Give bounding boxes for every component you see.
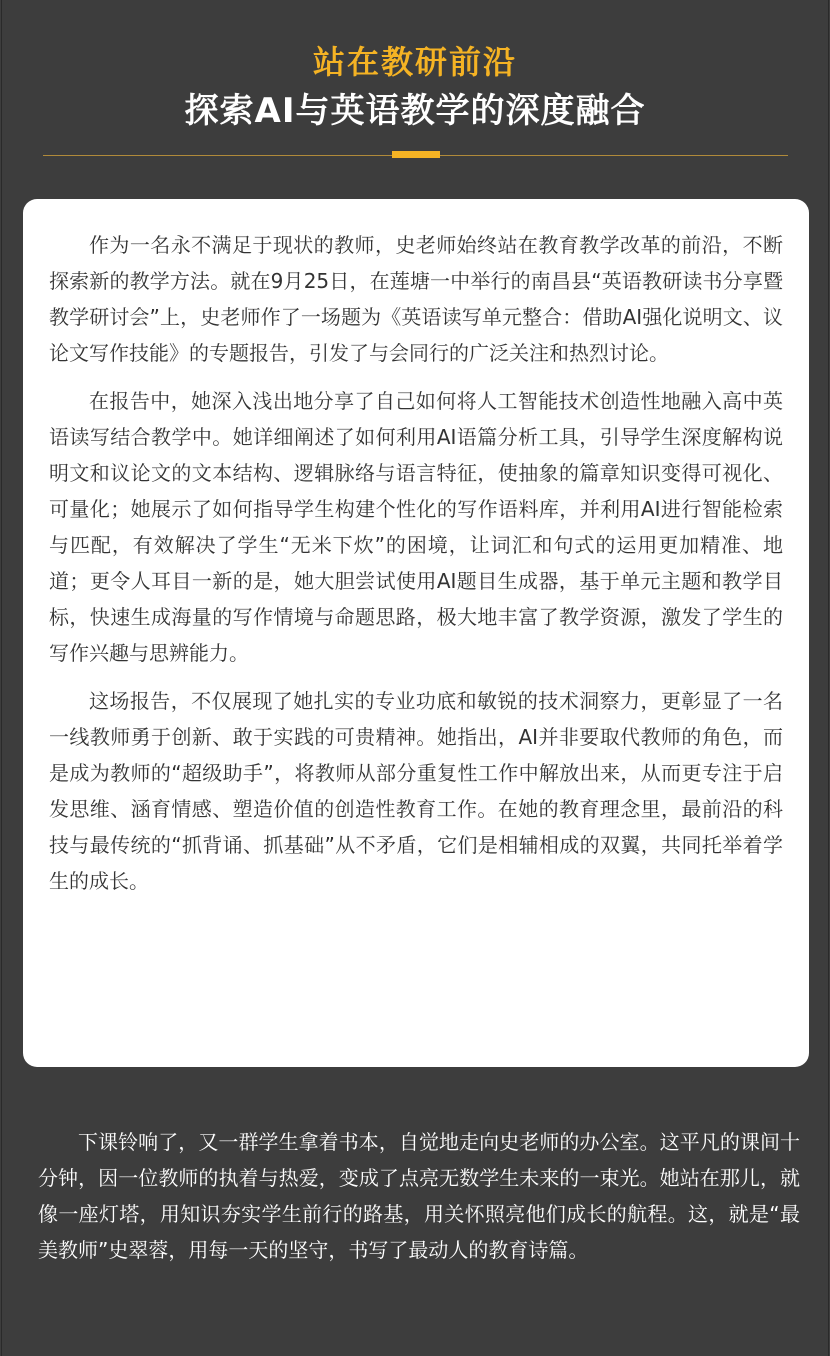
card-paragraph: 作为一名永不满足于现状的教师，史老师始终站在教育教学改革的前沿，不断探索新的教学方法。就在9月25日，在莲塘一中举行的南昌县“英语教研读书分享暨教学研讨会”上，史老师作了一场题为《英语读写单元整合：借助AI强化说明文、议论文写作技能》的专题报告，引发了与会同行的广泛关注和热烈讨论。 — [49, 233, 783, 365]
section-subtitle: 探索AI与英语教学的深度融合 — [184, 91, 646, 131]
card-paragraph: 这场报告，不仅展现了她扎实的专业功底和敏锐的技术洞察力，更彰显了一名一线教师勇于创新、敢于实践的可贵精神。她指出，AI并非要取代教师的角色，而是成为教师的“超级助手”，将教师从部分重复性工作中解放出来，从而更专注于启发思维、涵育情感、塑造价值的创造性教育工作。在她的教育理念里，最前沿的科技与最传统的“抓背诵、抓基础”从不矛盾，它们是相辅相成的双翼，共同托举着学生的成长。 — [49, 689, 783, 893]
closing-paragraph: 下课铃响了，又一群学生拿着书本，自觉地走向史老师的办公室。这平凡的课间十分钟，因一位教师的执着与热爱，变成了点亮无数学生未来的一束光。她站在那儿，就像一座灯塔，用知识夯实学生前行的路基，用关怀照亮他们成长的航程。这，就是“最美教师”史翠蓉，用每一天的坚守，书写了最动人的教育诗篇。 — [38, 1130, 800, 1262]
section-title: 站在教研前沿 — [312, 43, 517, 81]
article-header — [0, 40, 830, 136]
card-paragraph: 在报告中，她深入浅出地分享了自己如何将人工智能技术创造性地融入高中英语读写结合教学中。她详细阐述了如何利用AI语篇分析工具，引导学生深度解构说明文和议论文的文本结构、逻辑脉络与语言特征，使抽象的篇章知识变得可视化、可量化；她展示了如何指导学生构建个性化的写作语料库，并利用AI进行智能检索与匹配，有效解决了学生“无米下炊”的困境，让词汇和句式的运用更加精准、地道；更令人耳目一新的是，她大胆尝试使用AI题目生成器，基于单元主题和教学目标，快速生成海量的写作情境与命题思路，极大地丰富了教学资源，激发了学生的写作兴趣与思辨能力。 — [49, 389, 783, 665]
content-card — [23, 199, 809, 1067]
header-divider-accent — [392, 151, 440, 158]
